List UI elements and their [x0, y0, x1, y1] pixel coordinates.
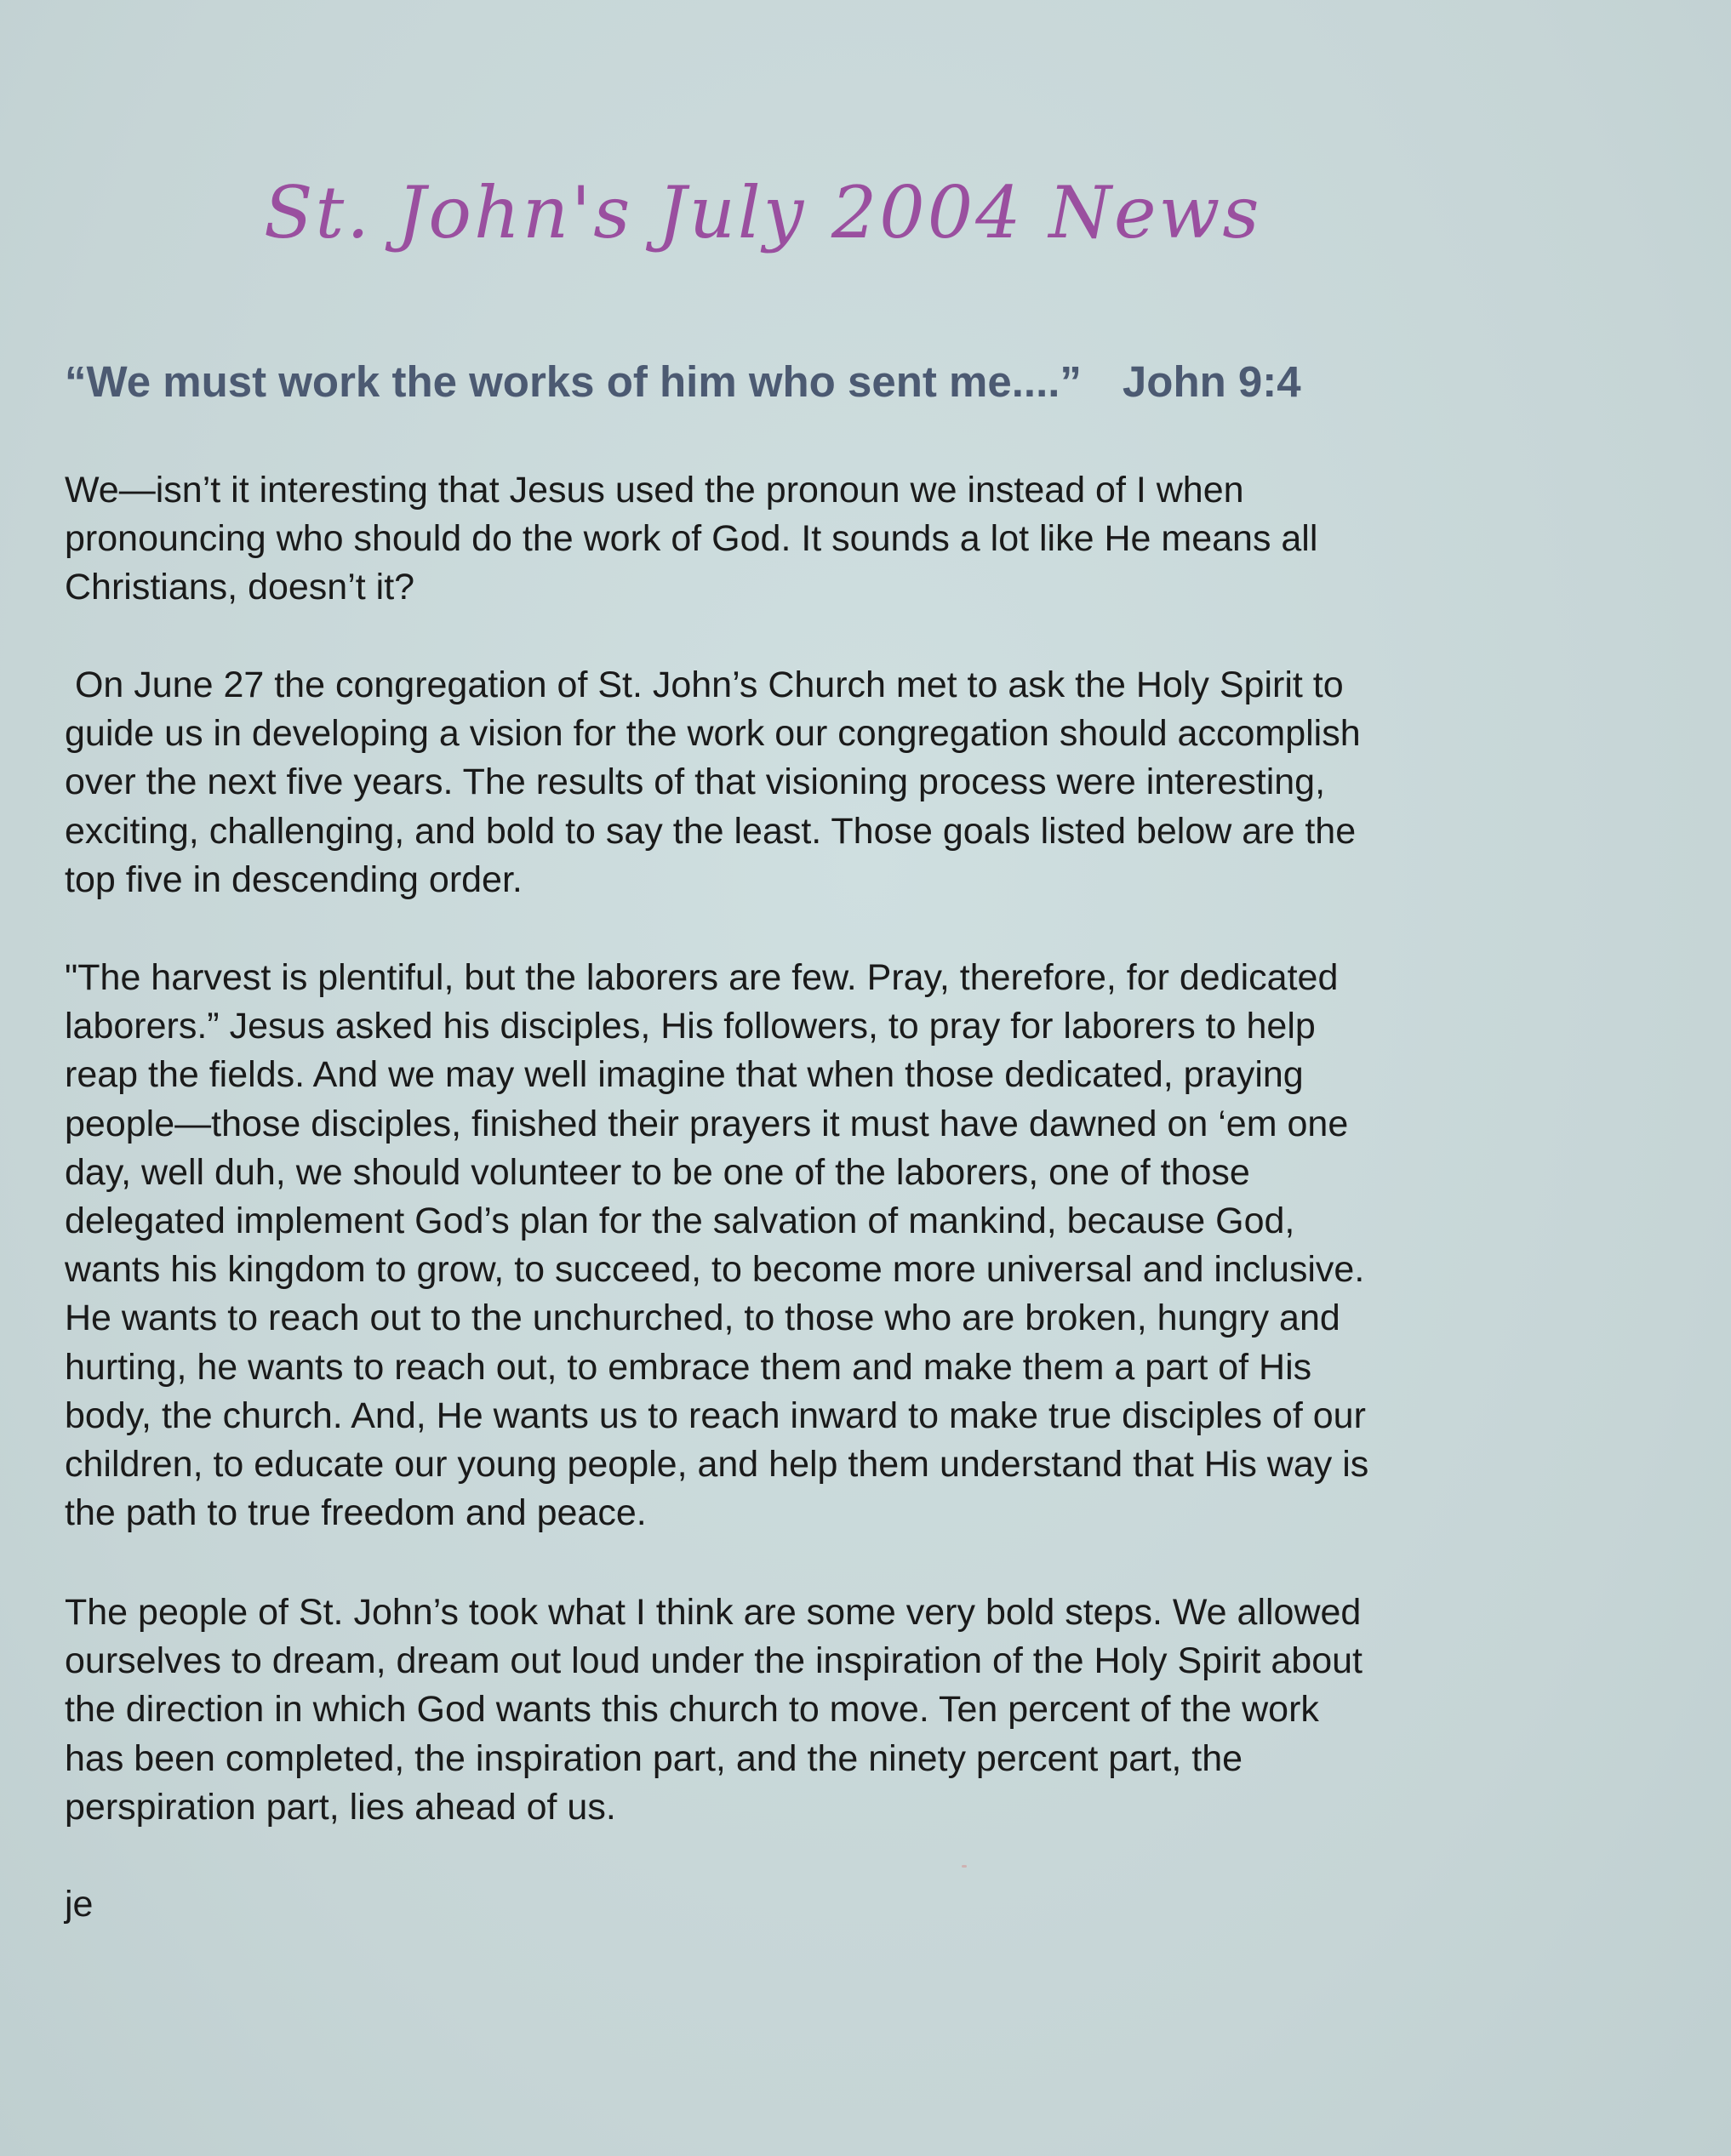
text-line: Christians, doesn’t it?	[65, 567, 415, 608]
text-line: ourselves to dream, dream out loud under the inspiration of the Holy Spirit about	[65, 1640, 1363, 1682]
text-line: day, well duh, we should volunteer to be one of the laborers, one of those	[65, 1151, 1250, 1193]
text-line: reap the fields. And we may well imagine that when those dedicated, praying	[65, 1054, 1304, 1096]
text-line: delegated implement God’s plan for the salvation of mankind, because God,	[65, 1201, 1295, 1242]
paragraph-4	[65, 1588, 1665, 1832]
text-line: guide us in developing a vision for the work our congregation should accomplish	[65, 713, 1361, 755]
text-line: We—isn’t it interesting that Jesus used the pronoun we instead of I when	[65, 470, 1244, 510]
text-line: He wants to reach out to the unchurched, to those who are broken, hungry and	[65, 1298, 1340, 1339]
verse-quote: “We must work the works of him who sent me....”	[65, 357, 1082, 406]
paragraph-1	[65, 466, 1665, 613]
text-line: top five in descending order.	[65, 858, 523, 900]
paragraph-2	[65, 661, 1665, 904]
text-line: perspiration part, lies ahead of us.	[65, 1786, 616, 1828]
text-line: wants his kingdom to grow, to succeed, to become more universal and inclusive.	[65, 1249, 1365, 1291]
paragraph-3	[65, 954, 1665, 1537]
text-line: over the next five years. The results of that visioning process were interesting,	[65, 761, 1326, 803]
text-line: body, the church. And, He wants us to reach inward to make true disciples of our	[65, 1395, 1366, 1436]
scripture-verse	[65, 356, 1665, 408]
text-line: has been completed, the inspiration part, and the ninety percent part, the	[65, 1737, 1243, 1779]
text-line: the direction in which God wants this church to move. Ten percent of the work	[65, 1689, 1319, 1731]
paper-speck	[962, 1865, 967, 1868]
verse-reference: John 9:4	[1122, 357, 1301, 406]
text-line: pronouncing who should do the work of God. It sounds a lot like He means all	[65, 518, 1318, 560]
text-line: children, to educate our young people, and help them understand that His way is	[65, 1444, 1369, 1486]
text-line: laborers.” Jesus asked his disciples, His followers, to pray for laborers to help	[65, 1006, 1316, 1047]
text-line: The people of St. John’s took what I think are some very bold steps. We allowed	[65, 1592, 1362, 1633]
newsletter-title: St. John's July 2004 News	[264, 171, 1262, 254]
text-line: exciting, challenging, and bold to say the least. Those goals listed below are the	[65, 810, 1357, 852]
text-line: On June 27 the congregation of St. John’s Church met to ask the Holy Spirit to	[65, 664, 1344, 705]
text-line: the path to true freedom and peace.	[65, 1492, 647, 1534]
text-line: people—those disciples, finished their prayers it must have dawned on ‘em one	[65, 1103, 1349, 1144]
text-line: "The harvest is plentiful, but the laborers are few. Pray, therefore, for dedicated	[65, 957, 1339, 998]
signature: je	[65, 1884, 94, 1925]
text-line: hurting, he wants to reach out, to embrace them and make them a part of His	[65, 1346, 1312, 1388]
